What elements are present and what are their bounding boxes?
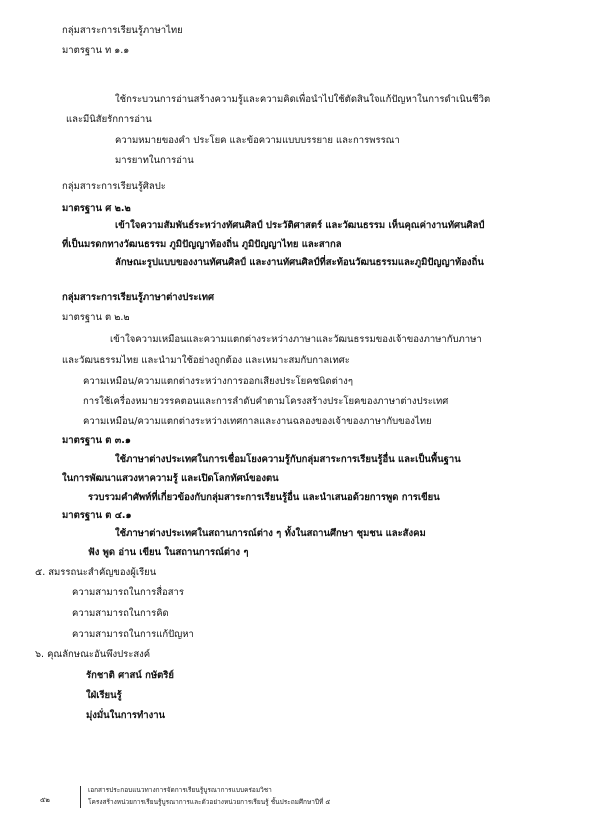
standard-text: และวัฒนธรรมไทย และนำมาใช้อย่างถูกต้อง และเหมาะสมกับกาลเทศะ (62, 355, 350, 366)
content-item: ความเหมือน/ความแตกต่างระหว่างเทศกาลและงานฉลองของเจ้าของภาษากับของไทย (83, 416, 432, 427)
standard-text: ใช้ภาษาต่างประเทศในการเชื่อมโยงความรู้กับกลุ่มสาระการเรียนรู้อื่น และเป็นพื้นฐาน (115, 454, 461, 465)
standard-text: เข้าใจความเหมือนและความแตกต่างระหว่างภาษาและวัฒนธรรมของเจ้าของภาษากับภาษา (110, 334, 482, 345)
section-heading-attributes: ๖. คุณลักษณะอันพึงประสงค์ (35, 649, 151, 660)
competency-item: ความสามารถในการสื่อสาร (72, 587, 184, 598)
content-item: ความหมายของคำ ประโยค และข้อความแบบบรรยาย และการพรรณา (115, 135, 400, 146)
attribute-item: รักชาติ ศาสน์ กษัตริย์ (86, 670, 174, 681)
footer-line: เอกสารประกอบแนวทางการจัดการเรียนรู้บูรณาการแบบคร่อมวิชา (88, 786, 272, 794)
content-item: ฟัง พูด อ่าน เขียน ในสถานการณ์ต่าง ๆ (88, 547, 249, 558)
content-item: รวบรวมคำศัพท์ที่เกี่ยวข้องกับกลุ่มสาระการเรียนรู้อื่น และนำเสนอด้วยการพูด การเขียน (88, 492, 440, 503)
attribute-item: ใฝ่เรียนรู้ (86, 690, 122, 701)
page-number: ๕๒ (40, 796, 50, 804)
standard-text: และมีนิสัยรักการอ่าน (66, 114, 152, 125)
standard-label: มาตรฐาน ศ ๒.๒ (62, 203, 131, 214)
footer-line: โครงสร้างหน่วยการเรียนรู้บูรณาการและตัวอย่างหน่วยการเรียนรู้ ชั้นประถมศึกษาปีที่ ๕ (88, 798, 331, 806)
standard-text: ในการพัฒนาแสวงหาความรู้ และเปิดโลกทัศน์ของตน (62, 473, 279, 484)
content-item: ความเหมือน/ความแตกต่างระหว่างการออกเสียงประโยคชนิดต่างๆ (83, 376, 353, 387)
section-heading-thai: กลุ่มสาระการเรียนรู้ภาษาไทย (62, 25, 183, 36)
standard-label: มาตรฐาน ต ๒.๒ (62, 312, 130, 323)
standard-text: ใช้กระบวนการอ่านสร้างความรู้และความคิดเพื่อนำไปใช้ตัดสินใจแก้ปัญหาในการดำเนินชีวิต (115, 94, 491, 105)
standard-label: มาตรฐาน ต ๓.๑ (62, 435, 131, 446)
competency-item: ความสามารถในการคิด (72, 608, 169, 619)
section-heading-foreign-language: กลุ่มสาระการเรียนรู้ภาษาต่างประเทศ (62, 292, 214, 303)
standard-text: เข้าใจความสัมพันธ์ระหว่างทัศนศิลป์ ประวัติศาสตร์ และวัฒนธรรม เห็นคุณค่างานทัศนศิลป์ (115, 220, 485, 231)
content-item: มารยาทในการอ่าน (115, 155, 194, 166)
competency-item: ความสามารถในการแก้ปัญหา (72, 629, 194, 640)
standard-text: ใช้ภาษาต่างประเทศในสถานการณ์ต่าง ๆ ทั้งในสถานศึกษา ชุมชน และสังคม (115, 528, 426, 539)
section-heading-competencies: ๕. สมรรถนะสำคัญของผู้เรียน (35, 567, 157, 578)
content-item: ลักษณะรูปแบบของงานทัศนศิลป์ และงานทัศนศิลป์ที่สะท้อนวัฒนธรรมและภูมิปัญญาท้องถิ่น (115, 257, 484, 268)
standard-label: มาตรฐาน ต ๔.๑ (62, 510, 132, 521)
standard-text: ที่เป็นมรดกทางวัฒนธรรม ภูมิปัญญาท้องถิ่น ภูมิปัญญาไทย และสากล (62, 239, 342, 250)
section-heading-arts: กลุ่มสาระการเรียนรู้ศิลปะ (62, 181, 166, 192)
footer-divider (80, 786, 81, 808)
standard-label: มาตรฐาน ท ๑.๑ (62, 45, 130, 56)
attribute-item: มุ่งมั่นในการทำงาน (86, 710, 166, 721)
content-item: การใช้เครื่องหมายวรรคตอนและการลำดับคำตามโครงสร้างประโยคของภาษาต่างประเทศ (83, 396, 449, 407)
